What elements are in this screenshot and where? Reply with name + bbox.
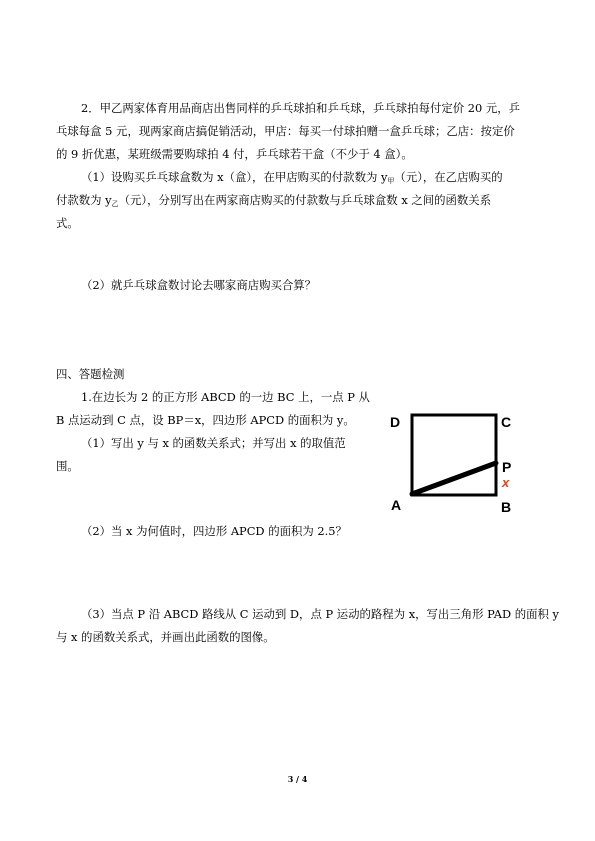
vertex-d-label: D <box>390 414 401 430</box>
vertex-c-label: C <box>501 414 512 430</box>
q2-part1-text-d: （元），分别写出在两家商店购买的付款数与乒乓球盒数 x 之间的函数关系 <box>118 193 492 207</box>
q2-line1: 2．甲乙两家体育用品商店出售同样的乒乓球拍和乒乓球，乒乓球拍每付定价 20 元，乒 <box>81 101 521 115</box>
vertex-a-label: A <box>391 497 402 513</box>
segment-ap <box>412 463 496 494</box>
q1-part3-line1: （3）当点 P 沿 ABCD 路线从 C 运动到 D，点 P 运动的路程为 x，写出三角形 PAD 的面积 y <box>81 607 559 621</box>
q2-part2: （2）就乒乓球盒数讨论去哪家商店购买合算？ <box>81 278 317 292</box>
point-p-label: P <box>502 459 512 475</box>
q2-part1-text-a: （1）设购买乒乓球盒数为 x（盒），在甲店购买的付款数为 y <box>81 170 388 184</box>
q2-part1-line1 <box>81 170 503 188</box>
q1-part1-line2: 围。 <box>56 459 79 473</box>
q2-line2: 乓球每盒 5 元，现两家商店搞促销活动，甲店：每买一付球拍赠一盒乒乓球；乙店：按定价 <box>56 124 515 138</box>
vertex-b-label: B <box>501 499 512 515</box>
square-figure <box>385 405 530 520</box>
q2-part1-text-b: （元），在乙店购买的 <box>394 170 503 184</box>
q1-part3-line2: 与 x 的函数关系式，并画出此函数的图像。 <box>56 630 275 644</box>
y-sub-yi: 乙 <box>111 200 119 208</box>
q2-part1-text-c: 付款数为 y <box>56 193 112 207</box>
q1-part1-line1: （1）写出 y 与 x 的函数关系式；并写出 x 的取值范 <box>81 436 346 450</box>
q2-part1-line2 <box>56 193 491 211</box>
q1-line2: B 点运动到 C 点，设 BP＝x，四边形 APCD 的面积为 y。 <box>56 413 355 427</box>
q2-part1-line3: 式。 <box>56 216 79 230</box>
page-number: 3 / 4 <box>287 774 308 784</box>
q2-line3: 的 9 折优惠，某班级需要购球拍 4 付，乒乓球若干盒（不少于 4 盒）。 <box>56 147 413 161</box>
q1-line1: 1.在边长为 2 的正方形 ABCD 的一边 BC 上，一点 P 从 <box>81 390 370 404</box>
x-length-label: x <box>502 475 510 490</box>
q1-part2: （2）当 x 为何值时，四边形 APCD 的面积为 2.5？ <box>81 524 347 538</box>
y-sub-jia: 甲 <box>387 177 395 185</box>
square-abcd <box>412 415 496 495</box>
section-heading: 四、答题检测 <box>56 367 125 381</box>
